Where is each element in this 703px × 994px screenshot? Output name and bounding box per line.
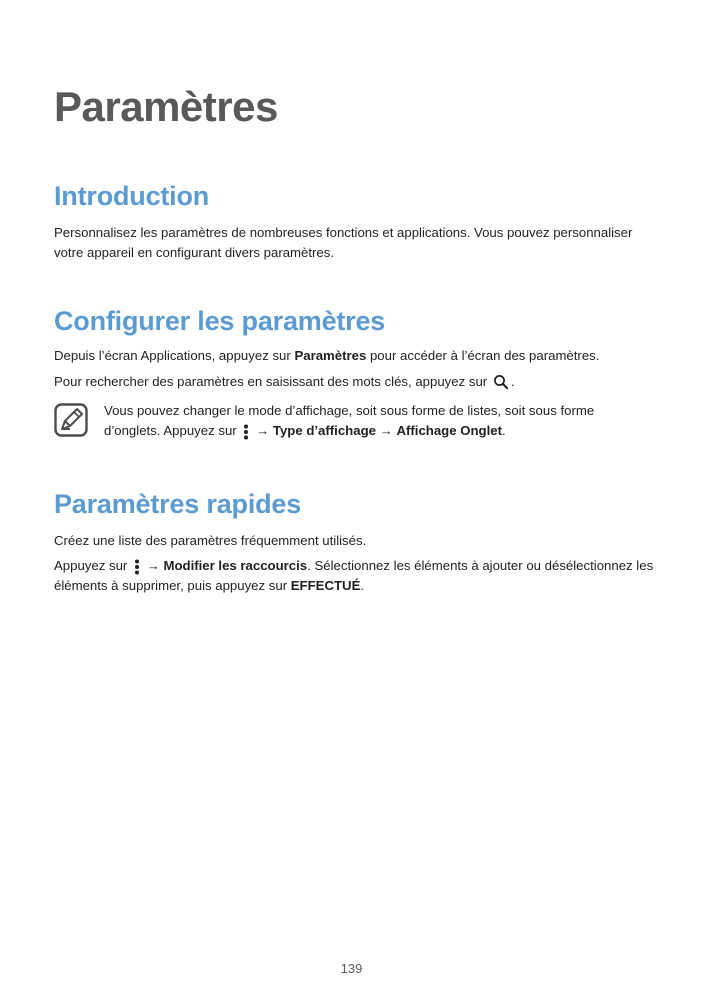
configure-paragraph-1 (54, 346, 654, 366)
configure-p1-suffix: pour accéder à l’écran des paramètres. (366, 348, 600, 363)
page-title: Paramètres (54, 83, 278, 130)
more-options-icon (241, 423, 251, 441)
note-arrow-1: → (252, 423, 273, 438)
introduction-paragraph: Personnalisez les paramètres de nombreuses fonctions et applications. Vous pouvez personnaliser votre appareil en configurant divers paramètres. (54, 225, 633, 260)
page-number: 139 (340, 961, 363, 976)
more-options-icon (132, 558, 142, 576)
quick-p2-bold-1: Modifier les raccourcis (163, 558, 308, 573)
configure-p2-suffix: . (510, 374, 515, 389)
configure-p2-prefix: Pour rechercher des paramètres en saisissant des mots clés, appuyez sur (54, 374, 491, 389)
search-icon (493, 374, 509, 390)
quick-paragraph-1: Créez une liste des paramètres fréquemment utilisés. (54, 533, 367, 548)
note-prefix: Vous pouvez changer le mode d’affichage, soit sous forme de listes, soit sous forme d’onglets. Appuyez sur (104, 403, 595, 438)
quick-p2-prefix: Appuyez sur (54, 558, 131, 573)
note-bold-1: Type d’affichage (272, 423, 376, 438)
note-suffix: . (501, 423, 506, 438)
section-heading-quick-settings: Paramètres rapides (54, 489, 302, 519)
quick-paragraph-2 (54, 556, 654, 596)
configure-paragraph-2 (54, 372, 654, 392)
quick-p2-arrow: → (142, 558, 164, 573)
note-bold-2: Affichage Onglet (396, 423, 502, 438)
configure-p1-prefix: Depuis l’écran Applications, appuyez sur (54, 348, 295, 363)
configure-p1-bold: Paramètres (294, 348, 367, 363)
note-arrow-2: → (375, 423, 397, 438)
quick-p2-suffix: . (360, 578, 365, 593)
section-heading-introduction: Introduction (54, 181, 210, 211)
note-icon (54, 403, 88, 437)
section-heading-configure: Configurer les paramètres (54, 306, 386, 336)
note-paragraph (104, 401, 654, 441)
quick-p2-mid: . Sélectionnez les éléments à ajouter ou désélectionnez les éléments à supprimer, puis appuyez sur (54, 558, 654, 593)
quick-p2-bold-2: EFFECTUÉ (290, 578, 361, 593)
